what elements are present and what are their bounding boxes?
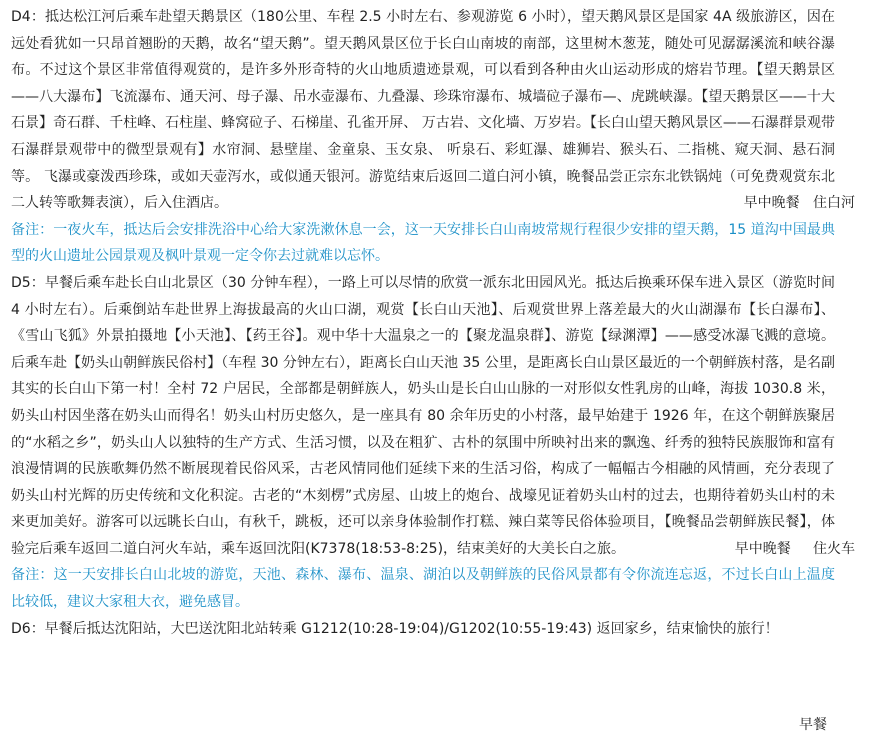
- day5-meals: 早中晚餐 住火车: [734, 540, 855, 557]
- day5-text: D5：早餐后乘车赴长白山北景区（30 分钟车程），一路上可以尽情的欣赏一派东北田园风光。抵达后换乘环保车进入景区（游览时间 4 小时左右）。后乘倒站车赴世界上海拔最高的火山口湖，观赏【长白山天池】、后观赏世界上落差最大的火山湖瀑布【长白瀑布】、《雪山飞狐》外景拍摄地【小天池】、【药王谷】。观中华十大温泉之一的【聚龙温泉群】、游览【绿渊潭】——感受冰瀑飞溅的意境。后乘车赴【奶头山朝鲜族民俗村】（车程 30 分钟左右），距离长白山天池 35 公里，是距离长白山景区最近的一个朝鲜族村落，是名副其实的长白山下第一村！全村 72 户居民，全部都是朝鲜族人，奶头山是长白山山脉的一对形似女性乳房的山峰，海拔 1030.8 米，奶头山村因坐落在奶头山而得名！奶头山村历史悠久，是一座具有 80 余年历史的小村落，最早始建于 1926 年，在这个朝鲜族聚居的“水稻之乡”，奶头山人以独特的生产方式、生活习惯，以及在粗犷、古朴的氛围中所映衬出来的飘逸、纤秀的独特民族服饰和富有浪漫情调的民族歌舞仍然不断展现着民俗风采，古老风情同他们延续下来的生活习俗，构成了一幅幅古今相融的风情画，充分表现了奶头山村光辉的历史传统和文化积淀。古老的“木刻楞”式房屋、山坡上的炮台、战壕见证着奶头山村的过去，也期待着奶头山村的未来更加美好。游客可以远眺长白山，有秋千，跳板，还可以亲身体验制作打糕、辣白菜等民俗体验项目，【晚餐品尝朝鲜族民餐】，体验完后乘车返回二道白河火车站，乘车返回沈阳(K7378(18:53-8:25)，结束美好的大美长白之旅。: [11, 274, 835, 557]
- day6-text: D6：早餐后抵达沈阳站，大巴送沈阳北站转乘 G1212(10:28-19:04)/G1202(10:55-19:43) 返回家乡，结束愉快的旅行！: [11, 620, 779, 637]
- day4-meals: 早中晚餐 住白河: [743, 195, 855, 212]
- day5-note: 备注：这一天安排长白山北坡的游览，天池、森林、瀑布、温泉、湖泊以及朝鲜族的民俗风景都有令你流连忘返，不过长白山上温度比较低，建议大家租大衣，避免感冒。: [11, 567, 835, 611]
- day4-paragraph: [11, 4, 855, 217]
- day4-text: D4：抵达松江河后乘车赴望天鹅景区（180公里、车程 2.5 小时左右、参观游览 6 小时），望天鹅风景区是国家 4A 级旅游区，因在远处看犹如一只昂首翘盼的天鹅，故名“望天鹅”。望天鹅风景区位于长白山南坡的南部，这里树木葱茏，随处可见潺潺溪流和峡谷瀑布。不过这个景区非常值得观赏的，是许多外形奇特的火山地质遗迹景观，可以看到各种由火山运动形成的熔岩节理。【望天鹅景区——八大瀑布】飞流瀑布、通天河、母子瀑、吊水壶瀑布、九叠瀑、珍珠帘瀑布、城墙砬子瀑布—、虎跳峡瀑。【望天鹅景区——十大石景】奇石群、千柱峰、石柱崖、蜂窝砬子、石梯崖、孔雀开屏、 万古岩、文化墙、万岁岩。【长白山望天鹅风景区——石瀑群景观带石瀑群景观带中的微型景观有】水帘洞、悬壁崖、金童泉、玉女泉、 听泉石、彩虹瀑、雄狮岩、猴头石、二指桃、窥天洞、悬石洞等。 飞瀑或豪泼西珍珠，或如天壶泻水，或似通天银河。游览结束后返回二道白河小镇，晚餐品尝正宗东北铁锅炖（可免费观赏东北二人转等歌舞表演），后入住酒店。: [11, 9, 835, 212]
- day5-paragraph: [11, 270, 855, 563]
- day6-paragraph: [11, 616, 835, 643]
- day4-note: 备注：一夜火车，抵达后会安排洗浴中心给大家洗漱休息一会，这一天安排长白山南坡常规行程很少安排的望天鹅，15 道沟中国最典型的火山遗址公园景观及枫叶景观一定令你去过就难以忘怀。: [11, 221, 835, 265]
- day6-meals: 早餐: [799, 717, 827, 733]
